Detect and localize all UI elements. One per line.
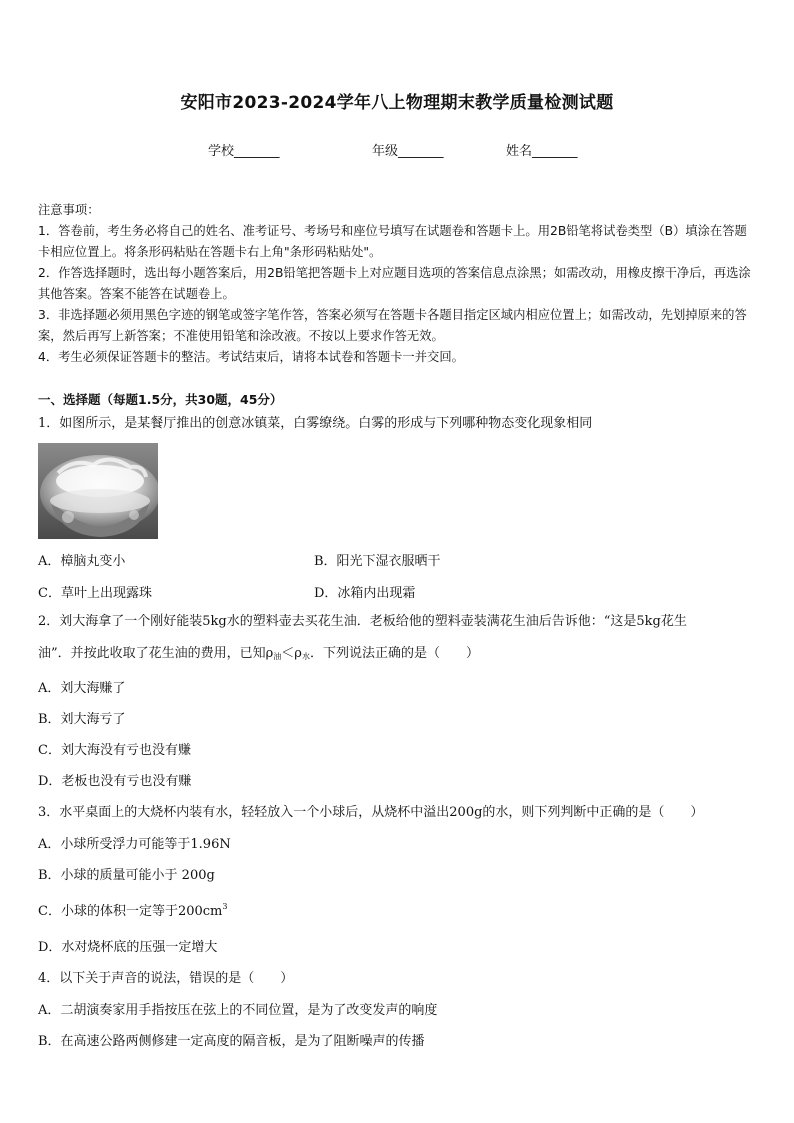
q4-option-b: B．在高速公路两侧修建一定高度的隔音板，是为了阻断噪声的传播 xyxy=(38,1034,425,1049)
q3-option-b: B．小球的质量可能小于 200g xyxy=(38,868,215,883)
q2-option-d: D．老板也没有亏也没有赚 xyxy=(38,774,192,789)
section-heading: 一、选择题（每题1.5分，共30题，45分） xyxy=(38,392,283,407)
notice-item-2: 2．作答选择题时，选出每小题答案后，用2B铅笔把答题卡上对应题目选项的答案信息点涂黑；如需改动，用橡皮擦干净后，再选涂其他答案。答案不能答在试题卷上。 xyxy=(38,266,751,301)
q2-text-c: ．下列说法正确的是（ ） xyxy=(309,646,479,661)
question-2-stem-line1: 2．刘大海拿了一个刚好能装5kg水的塑料壶去买花生油．老板给他的塑料壶装满花生油后告诉他：“这是5kg花生 xyxy=(38,614,687,629)
question-2-stem-line2 xyxy=(38,642,758,669)
q2-option-b: B．刘大海亏了 xyxy=(38,712,126,727)
question-4-stem: 4．以下关于声音的说法，错误的是（ ） xyxy=(38,971,294,986)
q3-option-c-text: C．小球的体积一定等于200cm xyxy=(38,904,223,919)
q1-option-a: A．樟脑丸变小 xyxy=(38,554,126,569)
q2-option-a: A．刘大海赚了 xyxy=(38,681,126,696)
q3-option-c xyxy=(38,900,227,919)
notice-block xyxy=(38,200,758,368)
question-1-stem: 1．如图所示，是某餐厅推出的创意冰镇菜，白雾缭绕。白雾的形成与下列哪种物态变化现象相同 xyxy=(38,416,593,431)
q3-option-a: A．小球所受浮力可能等于1.96N xyxy=(38,837,231,852)
q2-option-c: C．刘大海没有亏也没有赚 xyxy=(38,743,191,758)
q1-option-b: B．阳光下湿衣服晒干 xyxy=(314,554,441,569)
name-field: 姓名_______ xyxy=(506,144,578,159)
notice-item-1: 1．答卷前，考生务必将自己的姓名、准考证号、考场号和座位号填写在试题卷和答题卡上。用2B铅笔将试卷类型（B）填涂在答题卡相应位置上。将条形码粘贴在答题卡右上角"条形码粘贴处"。 xyxy=(38,224,747,259)
q2-text-a: 油”．并按此收取了花生油的费用，已知ρ xyxy=(38,646,274,661)
q3-option-c-exponent: 3 xyxy=(222,902,228,911)
notice-item-3: 3．非选择题必须用黑色字迹的钢笔或签字笔作答，答案必须写在答题卡各题目指定区域内相应位置上；如需改动，先划掉原来的答案，然后再写上新答案；不准使用铅笔和涂改液。不按以上要求作答无效。 xyxy=(38,308,747,343)
grade-field: 年级_______ xyxy=(372,144,444,159)
question-3-stem: 3．水平桌面上的大烧杯内装有水，轻轻放入一个小球后，从烧杯中溢出200g的水，则下列判断中正确的是（ ） xyxy=(38,805,704,820)
q2-sub-water: 水 xyxy=(301,652,310,661)
q4-option-a: A．二胡演奏家用手指按压在弦上的不同位置，是为了改变发声的响度 xyxy=(38,1003,438,1018)
q2-sub-oil: 油 xyxy=(273,652,282,661)
notice-item-4: 4．考生必须保证答题卡的整洁。考试结束后，请将本试卷和答题卡一并交回。 xyxy=(38,350,464,364)
exam-title: 安阳市2023-2024学年八上物理期末教学质量检测试题 xyxy=(180,93,614,113)
q3-option-d: D．水对烧杯底的压强一定增大 xyxy=(38,940,218,955)
q2-text-b: ＜ρ xyxy=(281,646,302,661)
notice-heading: 注意事项： xyxy=(38,203,100,217)
q1-option-c: C．草叶上出现露珠 xyxy=(38,586,152,601)
school-field: 学校_______ xyxy=(208,144,280,159)
q1-option-d: D．冰箱内出现霜 xyxy=(314,586,416,601)
iced-dish-photo xyxy=(38,443,158,539)
